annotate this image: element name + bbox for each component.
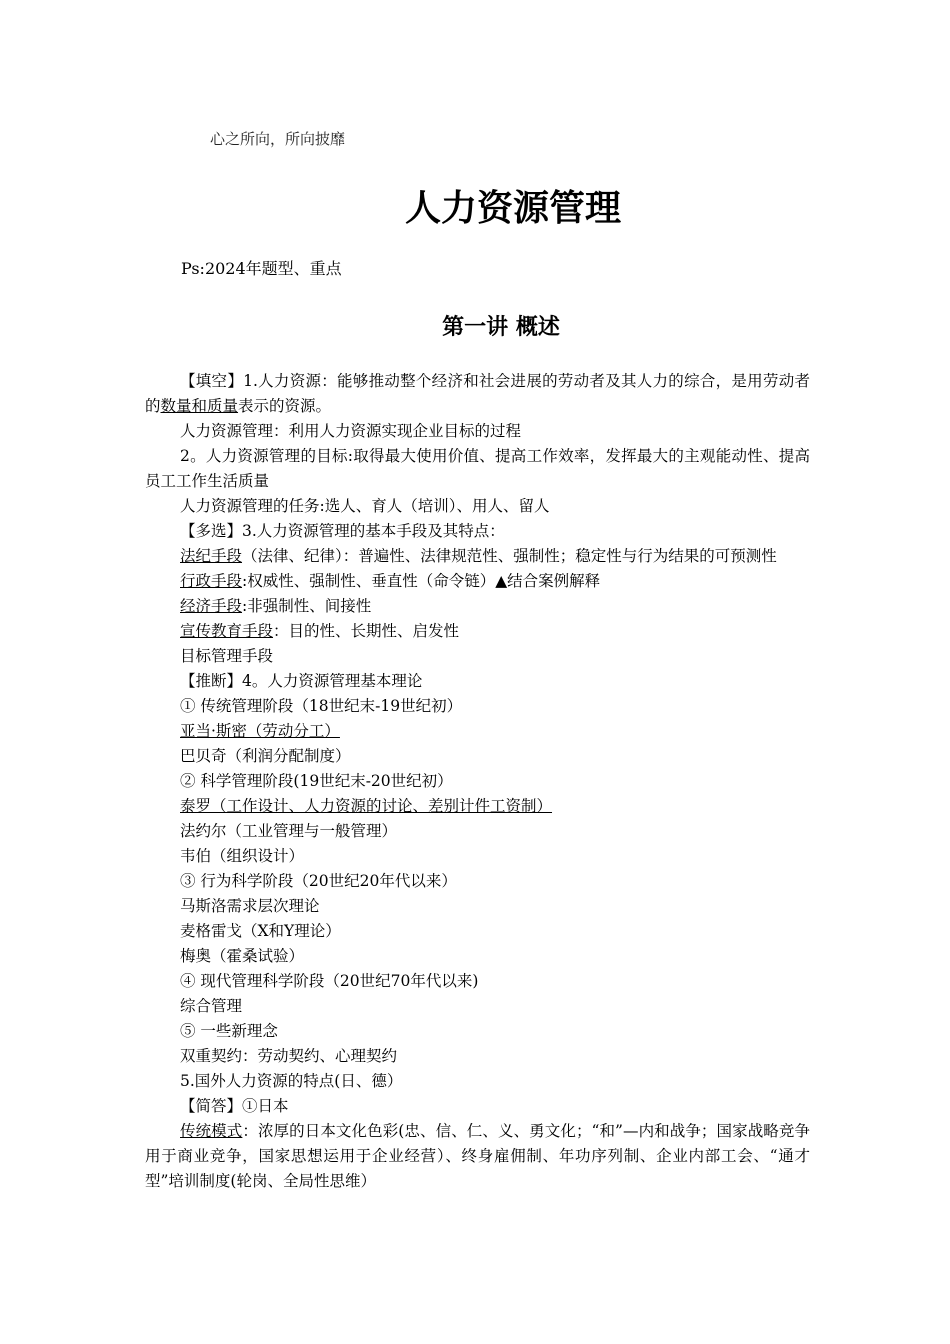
paragraph: 人力资源管理：利用人力资源实现企业目标的过程 — [180, 422, 522, 440]
page-header: 心之所向，所向披靡 — [210, 130, 346, 148]
paragraph: 经济手段:非强制性、间接性 — [180, 597, 372, 615]
paragraph: 传统模式：浓厚的日本文化色彩(忠、信、仁、义、勇文化；“和”—内和战争；国家战略竞争用于商业竞争，国家思想运用于企业经营）、终身雇佣制、年功序列制、企业内部工会、“通才型”培训制度(轮岗、全局性思维） — [145, 1122, 810, 1190]
paragraph: 【简答】①日本 — [180, 1097, 289, 1115]
paragraph: 【填空】1.人力资源：能够推动整个经济和社会进展的劳动者及其人力的综合，是用劳动者的数量和质量表示的资源。 — [145, 372, 810, 415]
paragraph: 双重契约：劳动契约、心理契约 — [180, 1047, 398, 1065]
paragraph: 人力资源管理的任务:选人、育人（培训）、用人、留人 — [180, 497, 550, 515]
ps-note: Ps:2024年题型、重点 — [181, 259, 342, 278]
paragraph: 韦伯（组织设计） — [180, 847, 305, 865]
paragraph: ⑤ 一些新理念 — [180, 1022, 278, 1040]
paragraph: 麦格雷戈（X和Y理论） — [180, 922, 341, 940]
paragraph: 巴贝奇（利润分配制度） — [180, 747, 351, 765]
paragraph: 亚当·斯密（劳动分工） — [180, 722, 340, 740]
paragraph: 【推断】4。人力资源管理基本理论 — [180, 672, 423, 690]
paragraph: 马斯洛需求层次理论 — [180, 897, 320, 915]
paragraph: 法约尔（工业管理与一般管理） — [180, 822, 398, 840]
paragraph: ② 科学管理阶段(19世纪末-20世纪初） — [180, 772, 453, 790]
paragraph: ④ 现代管理科学阶段（20世纪70年代以来) — [180, 972, 479, 990]
paragraph: 综合管理 — [180, 997, 243, 1015]
document-body — [145, 369, 810, 1194]
lecture-heading: 第一讲 概述 — [442, 315, 560, 340]
paragraph: 法纪手段（法律、纪律）：普遍性、法律规范性、强制性；稳定性与行为结果的可预测性 — [180, 547, 777, 565]
paragraph: 5.国外人力资源的特点(日、德） — [180, 1072, 403, 1090]
document-title: 人力资源管理 — [404, 188, 621, 229]
paragraph: 2。人力资源管理的目标:取得最大使用价值、提高工作效率，发挥最大的主观能动性、提高员工工作生活质量 — [145, 447, 810, 490]
paragraph: 梅奥（霍桑试验） — [180, 947, 305, 965]
paragraph: 泰罗（工作设计、人力资源的讨论、差别计件工资制） — [180, 797, 553, 815]
paragraph: 目标管理手段 — [180, 647, 274, 665]
paragraph: ③ 行为科学阶段（20世纪20年代以来） — [180, 872, 457, 890]
paragraph: 【多选】3.人力资源管理的基本手段及其特点： — [180, 522, 505, 540]
paragraph: ① 传统管理阶段（18世纪末-19世纪初） — [180, 697, 463, 715]
paragraph: 宣传教育手段：目的性、长期性、启发性 — [180, 622, 460, 640]
paragraph: 行政手段:权威性、强制性、垂直性（命令链）▲结合案例解释 — [180, 572, 601, 590]
